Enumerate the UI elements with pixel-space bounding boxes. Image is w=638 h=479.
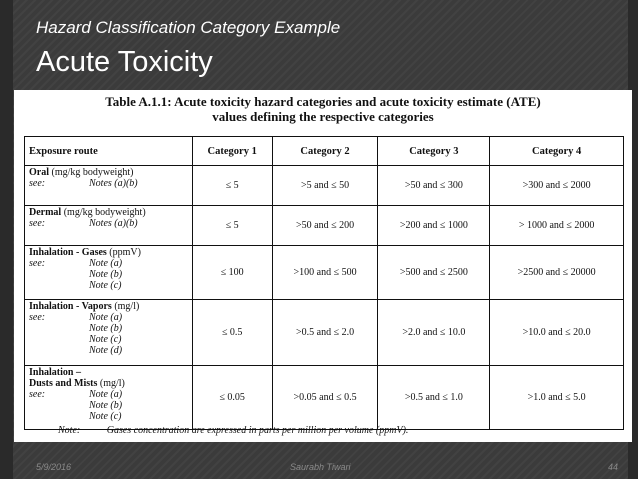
footer-page-number: 44 [608,462,619,472]
note-text: Note (b) [89,400,123,411]
document-image [14,90,632,442]
footer-author: Saurabh Tiwari [290,462,351,472]
cell-category-1: ≤ 5 [192,166,272,206]
see-label: see: [29,218,46,229]
note-text: Note (d) [89,345,123,356]
route-unit: (ppmV) [109,247,141,258]
note-text: Note (a) [89,389,123,400]
cell-category-4: >1.0 and ≤ 5.0 [490,366,624,430]
cell-category-3: >200 and ≤ 1000 [378,206,490,246]
see-label: see: [29,312,46,323]
cell-category-2: >0.5 and ≤ 2.0 [272,300,378,366]
note-text: Note (a) [89,258,123,269]
route-cell [25,206,193,246]
see-label: see: [29,178,46,189]
slide-subtitle: Hazard Classification Category Example [36,18,341,37]
caption-line-2: values defining the respective categories [212,109,434,124]
note-text: Note (c) [89,411,122,422]
cell-category-3: >500 and ≤ 2500 [378,246,490,300]
footnote-label: Note: [58,425,81,436]
header-exposure-route: Exposure route [25,137,193,166]
route-cell [25,166,193,206]
table-header-row [25,137,624,166]
left-accent-bar [0,0,13,479]
table-row [25,300,624,366]
route-cell [25,246,193,300]
note-text: Note (b) [89,269,123,280]
table-caption [14,94,632,124]
cell-category-3: >2.0 and ≤ 10.0 [378,300,490,366]
table-footnote [58,425,408,436]
footer-date: 5/9/2016 [36,462,72,472]
route-unit: (mg/l) [114,301,140,312]
cell-category-4: >10.0 and ≤ 20.0 [490,300,624,366]
see-label: see: [29,258,46,269]
cell-category-2: >5 and ≤ 50 [272,166,378,206]
cell-category-1: ≤ 100 [192,246,272,300]
cell-category-2: >0.05 and ≤ 0.5 [272,366,378,430]
route-name: Inhalation – [29,367,81,378]
slide-title: Acute Toxicity [36,46,213,78]
cell-category-2: >50 and ≤ 200 [272,206,378,246]
header-category-2: Category 2 [272,137,378,166]
note-text: Notes (a)(b) [89,178,138,189]
caption-line-1: Table A.1.1: Acute toxicity hazard categories and acute toxicity estimate (ATE) [105,94,541,109]
note-text: Notes (a)(b) [89,218,138,229]
table-row [25,246,624,300]
footnote-text: Gases concentration are expressed in parts per million per volume (ppmV). [106,425,409,436]
cell-category-4: > 1000 and ≤ 2000 [490,206,624,246]
route-cell [25,300,193,366]
header-category-3: Category 3 [378,137,490,166]
route-name: Oral [29,167,49,178]
cell-category-1: ≤ 5 [192,206,272,246]
header-category-4: Category 4 [490,137,624,166]
route-name: Inhalation - Gases [29,247,107,258]
route-name-line-2: Dusts and Mists [29,378,98,389]
cell-category-4: >300 and ≤ 2000 [490,166,624,206]
table-row [25,166,624,206]
table-row [25,206,624,246]
note-text: Note (c) [89,280,122,291]
cell-category-3: >0.5 and ≤ 1.0 [378,366,490,430]
see-label: see: [29,389,46,400]
note-text: Note (a) [89,312,123,323]
note-text: Note (b) [89,323,123,334]
note-text: Note (c) [89,334,122,345]
cell-category-2: >100 and ≤ 500 [272,246,378,300]
table-row [25,366,624,430]
cell-category-4: >2500 and ≤ 20000 [490,246,624,300]
cell-category-1: ≤ 0.5 [192,300,272,366]
route-unit: (mg/kg bodyweight) [51,167,134,178]
route-name: Dermal [29,207,62,218]
route-unit: (mg/l) [99,378,125,389]
route-unit: (mg/kg bodyweight) [63,207,146,218]
route-name: Inhalation - Vapors [29,301,112,312]
acute-toxicity-table [24,136,624,430]
route-cell [25,366,193,430]
header-category-1: Category 1 [192,137,272,166]
cell-category-3: >50 and ≤ 300 [378,166,490,206]
cell-category-1: ≤ 0.05 [192,366,272,430]
